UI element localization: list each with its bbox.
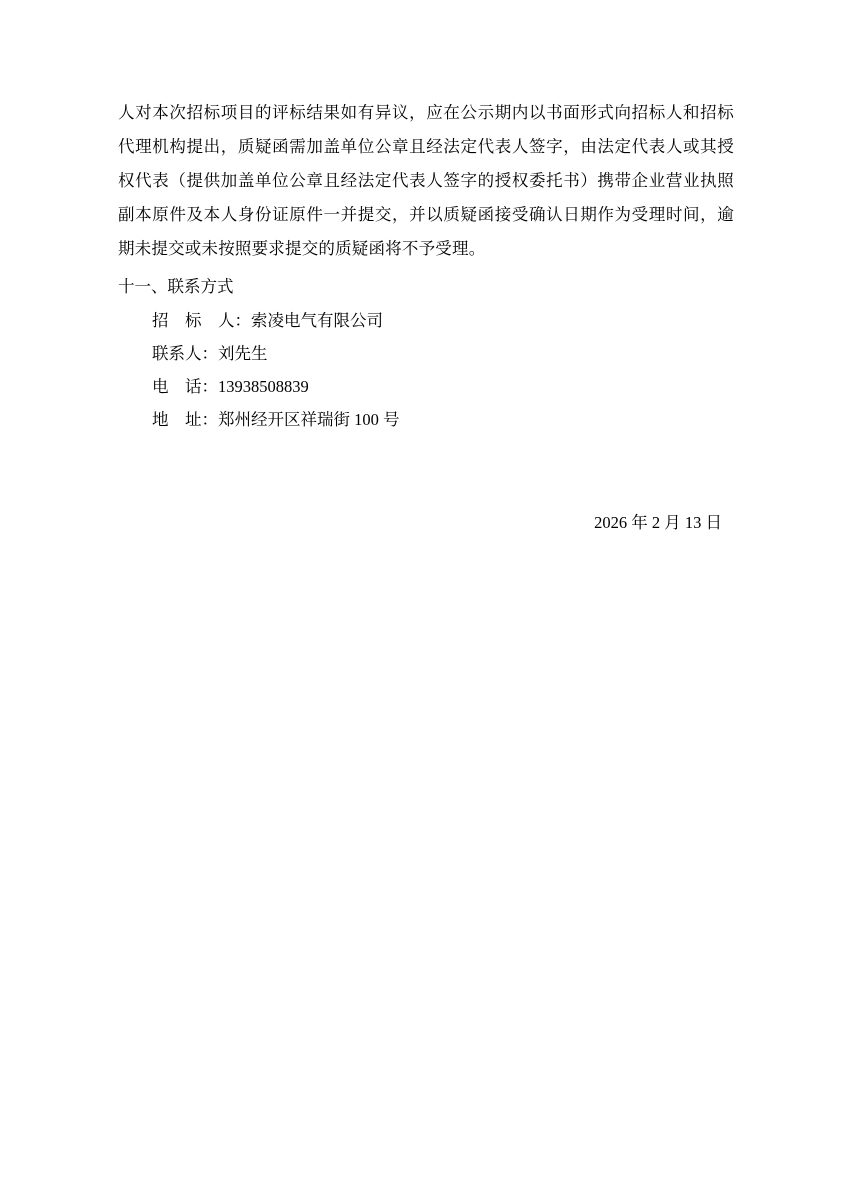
contact-value-phone: 13938508839 <box>218 377 309 396</box>
contact-label-person: 联系人： <box>152 344 218 363</box>
contact-list <box>118 304 734 436</box>
list-item <box>118 337 734 370</box>
document-date: 2026 年 2 月 13 日 <box>594 513 722 532</box>
section-heading-contact: 十一、联系方式 <box>118 277 234 296</box>
list-item <box>118 403 734 436</box>
contact-value-bidder: 索凌电气有限公司 <box>251 311 383 330</box>
contact-label-phone: 电 话： <box>152 377 218 396</box>
contact-label-bidder: 招 标 人： <box>152 311 251 330</box>
body-paragraph: 人对本次招标项目的评标结果如有异议，应在公示期内以书面形式向招标人和招标代理机构提出，质疑函需加盖单位公章且经法定代表人签字，由法定代表人或其授权代表（提供加盖单位公章且经法定代表人签字的授权委托书）携带企业营业执照副本原件及本人身份证原件一并提交，并以质疑函接受确认日期作为受理时间，逾期未提交或未按照要求提交的质疑函将不予受理。 <box>118 103 734 258</box>
contact-value-person: 刘先生 <box>218 344 268 363</box>
list-item <box>118 304 734 337</box>
contact-label-address: 地 址： <box>152 410 218 429</box>
document-content <box>118 96 734 436</box>
contact-value-address: 郑州经开区祥瑞街 100 号 <box>218 410 400 429</box>
list-item <box>118 370 734 403</box>
